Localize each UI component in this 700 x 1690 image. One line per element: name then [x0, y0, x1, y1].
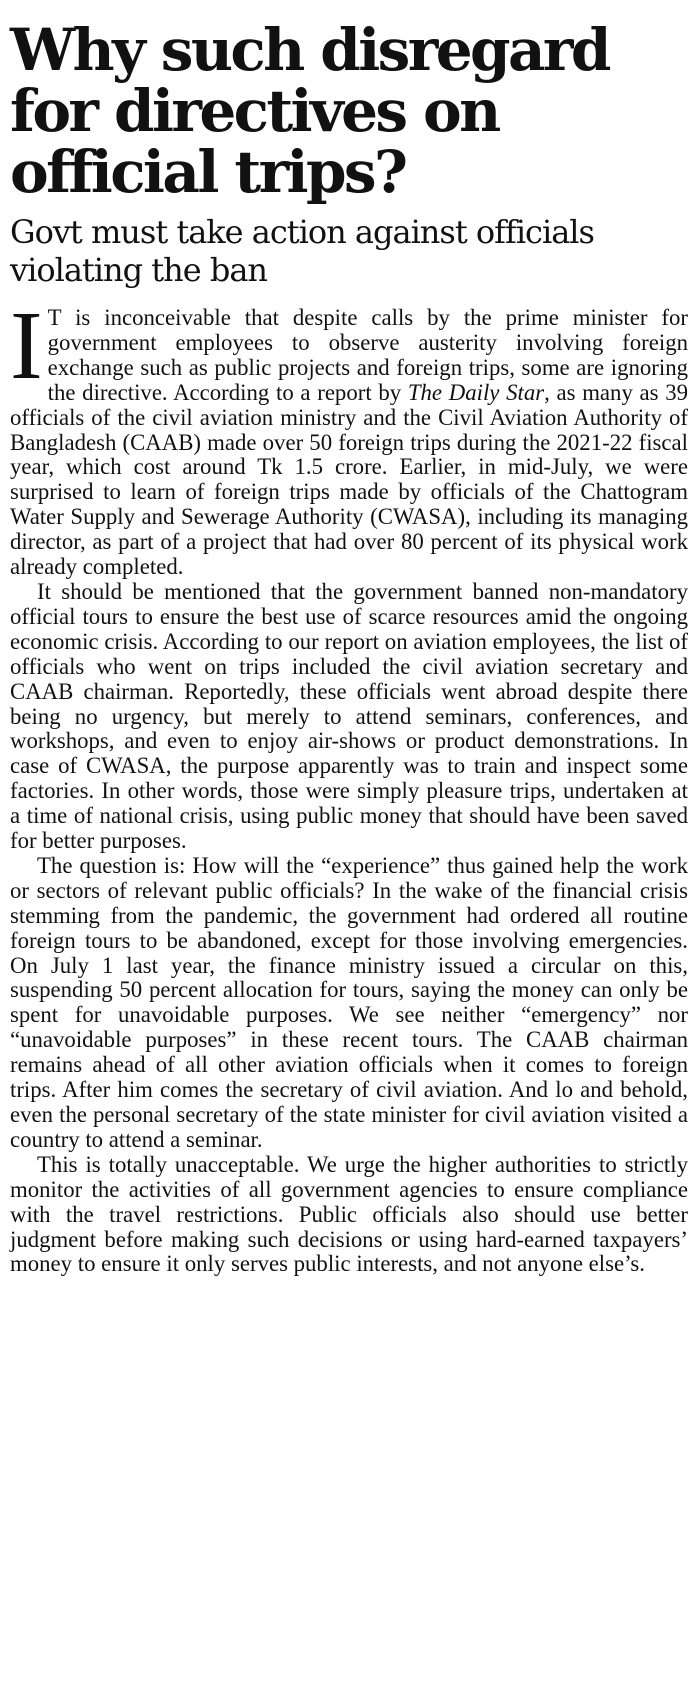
- paragraph-1: [10, 292, 689, 580]
- headline: Why such disregard for directives on official trips?: [10, 16, 609, 206]
- drop-cap: I: [10, 292, 43, 400]
- paragraph-1-text-b: , as many as 39 officials of the civil aviation ministry and the Civil Aviation Authority of Bangladesh (CAAB) made over 50 foreign trips during the 2021-22 fiscal year, which cost around Tk 1.5 crore. Earlier, in mid-July, we were surprised to learn of foreign trips made by officials of the Chattogram Water Supply and Sewerage Authority (CWASA), including its managing director, as part of a project that had over 80 percent of its physical work already completed.: [10, 379, 689, 580]
- paragraph-4: This is totally unacceptable. We urge the higher authorities to strictly monitor the activities of all government agencies to ensure compliance with the travel restrictions. Public officials also should use better judgment before making such decisions or using hard-earned taxpayers’ money to ensure it only serves public interests, and not anyone else’s.: [10, 1151, 688, 1277]
- article-body: [10, 292, 689, 1277]
- publication-name: The Daily Star: [407, 379, 545, 405]
- paragraph-2: It should be mentioned that the government banned non-mandatory official tours to ensure the best use of scarce resources amid the ongoing economic crisis. According to our report on aviation employees, the list of officials who went on trips included the civil aviation secretary and CAAB chairman. Reportedly, these officials went abroad despite there being no urgency, but merely to attend seminars, conferences, and workshops, and even to enjoy air-shows or product demonstrations. In case of CWASA, the purpose apparently was to train and inspect some factories. In other words, those were simply pleasure trips, undertaken at a time of national crisis, using public money that should have been saved for better purposes.: [10, 578, 688, 854]
- subheadline: Govt must take action against officials violating the ban: [10, 213, 594, 289]
- paragraph-1-text-a: T is inconceivable that despite calls by the prime minister for government employees to observe austerity involving foreign exchange such as public projects and foreign trips, some are ignoring the directive. According to a report by: [47, 305, 688, 405]
- paragraph-3: The question is: How will the “experience” thus gained help the work or sectors of relevant public officials? In the wake of the financial crisis stemming from the pandemic, the government had ordered all routine foreign tours to be abandoned, except for those involving emergencies. On July 1 last year, the finance ministry issued a circular on this, suspending 50 percent allocation for tours, saying the money can only be spent for unavoidable purposes. We see neither “emergency” nor “unavoidable purposes” in these recent tours. The CAAB chairman remains ahead of all other aviation officials when it comes to foreign trips. After him comes the secretary of civil aviation. And lo and behold, even the personal secretary of the state minister for civil aviation visited a country to attend a seminar.: [10, 852, 688, 1152]
